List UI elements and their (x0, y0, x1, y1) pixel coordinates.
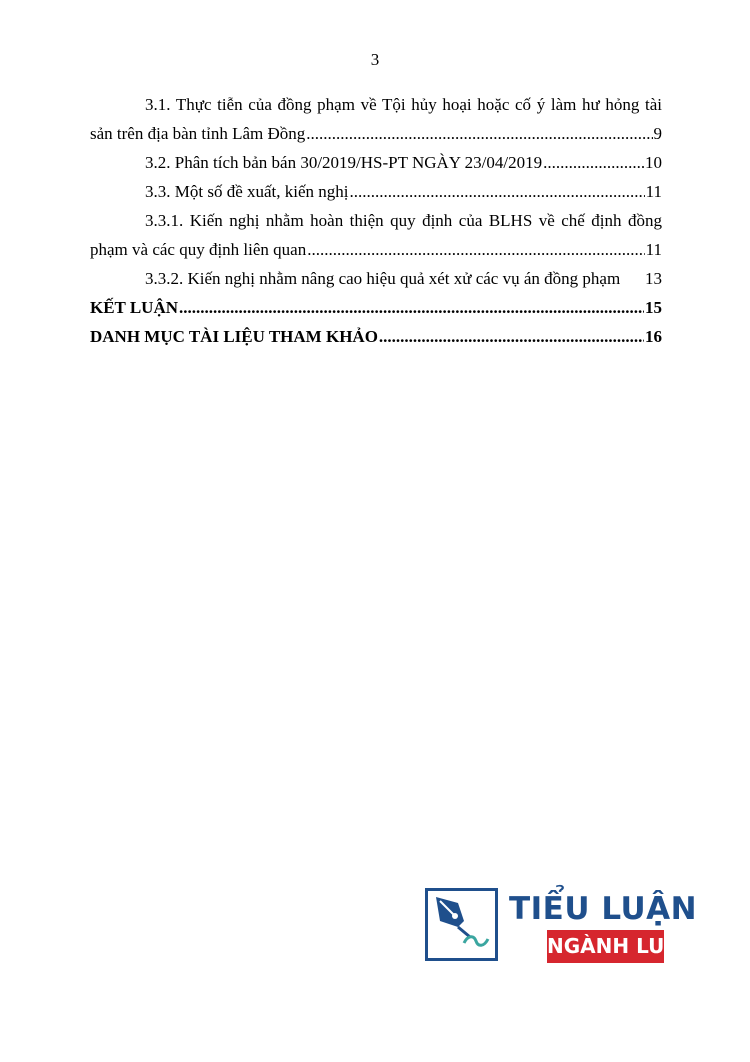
toc-entry-title: DANH MỤC TÀI LIỆU THAM KHẢO (90, 327, 378, 346)
toc-entry-title: sản trên địa bàn tỉnh Lâm Đồng (90, 124, 306, 143)
toc-entry-title: 3.3. Một số đề xuất, kiến nghị (145, 182, 349, 201)
pen-nib-icon (425, 888, 498, 961)
dot-leader (306, 119, 652, 148)
toc-page-number: 11 (645, 182, 662, 201)
brand-logo (425, 888, 698, 964)
logo-text-primary: TIỂU LUẬN (509, 891, 698, 927)
toc-entry-title: phạm và các quy định liên quan (90, 240, 307, 259)
toc-entry-3-2[interactable] (90, 148, 662, 177)
toc-entry-3-3-1-line1[interactable] (90, 206, 662, 235)
dot-leader (350, 177, 645, 206)
toc-entry-title: 3.2. Phân tích bản bán 30/2019/HS-PT NGÀY 23/04/2019 (145, 153, 543, 172)
table-of-contents (90, 90, 662, 351)
page-number: 3 (370, 50, 380, 69)
dot-leader (543, 148, 644, 177)
toc-entry-conclusion[interactable] (90, 293, 662, 322)
toc-entry-3-3[interactable] (90, 177, 662, 206)
dot-leader (379, 322, 644, 351)
toc-entry-title: KẾT LUẬN (90, 298, 179, 317)
logo-text-secondary: NGÀNH LUẬT (547, 930, 664, 963)
dot-leader (179, 293, 644, 322)
toc-entry-title: 3.3.1. Kiến nghị nhằm hoàn thiện quy định của BLHS về chế định đồng (145, 211, 662, 230)
toc-entry-3-1-line1[interactable] (90, 90, 662, 119)
toc-entry-references[interactable] (90, 322, 662, 351)
toc-entry-3-3-1-line2[interactable] (90, 235, 662, 264)
dot-leader (307, 235, 644, 264)
toc-entry-3-1-line2[interactable] (90, 119, 662, 148)
toc-entry-3-3-2[interactable] (90, 264, 662, 293)
toc-entry-title: 3.3.2. Kiến nghị nhằm nâng cao hiệu quả xét xử các vụ án đồng phạm (145, 269, 621, 288)
toc-page-number: 13 (645, 269, 662, 288)
toc-page-number: 11 (645, 240, 662, 259)
toc-entry-title: 3.1. Thực tiễn của đồng phạm về Tội hủy hoại hoặc cố ý làm hư hỏng tài (145, 95, 662, 114)
toc-page-number: 10 (645, 153, 662, 172)
toc-page-number: 15 (645, 298, 662, 317)
toc-page-number: 16 (645, 327, 662, 346)
toc-page-number: 9 (653, 124, 662, 143)
